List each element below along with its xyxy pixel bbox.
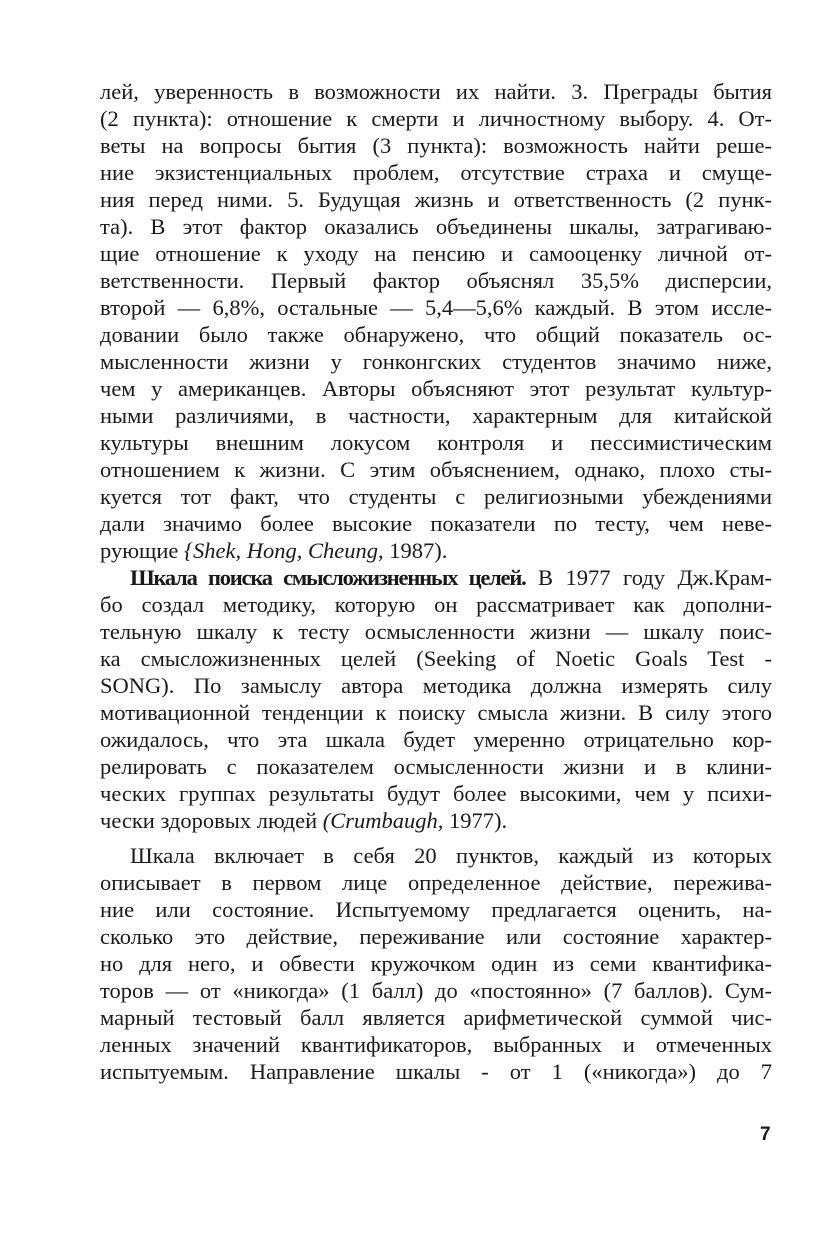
- paragraph-3: [100, 842, 772, 1085]
- text-line: та). В этот фактор оказались объединены шкалы, затрагиваю-: [100, 214, 772, 239]
- text-line: культуры внешним локусом контроля и пессимистическим: [100, 430, 772, 455]
- text-line: SONG). По замыслу автора методика должна измерять силу: [100, 673, 772, 698]
- text-line: испытуемым. Направление шкалы - от 1 («никогда») до 7: [100, 1059, 772, 1084]
- text-line: веты на вопросы бытия (3 пункта): возможность найти реше-: [100, 133, 772, 158]
- paragraph-gap: [100, 834, 772, 842]
- text-line: ние или состояние. Испытуемому предлагается оценить, на-: [100, 897, 772, 922]
- text-span: 1977).: [443, 808, 508, 833]
- text-line: отношением к жизни. С этим объяснением, однако, плохо сты-: [100, 457, 772, 482]
- text-span: рующие: [100, 538, 184, 563]
- text-line: бо создал методику, которую он рассматривает как дополни-: [100, 592, 772, 617]
- text-line: торов — от «никогда» (1 балл) до «постоянно» (7 баллов). Сум-: [100, 978, 772, 1003]
- text-line: ожидалось, что эта шкала будет умеренно отрицательно кор-: [100, 727, 772, 752]
- text-line: но для него, и обвести кружочком один из семи квантифика-: [100, 951, 772, 976]
- text-span: 1987).: [383, 538, 448, 563]
- text-line: [100, 537, 772, 564]
- text-span: В 1977 году Дж.Крам-: [525, 565, 772, 590]
- text-line: сколько это действие, переживание или состояние характер-: [100, 924, 772, 949]
- text-line: мотивационной тенденции к поиску смысла жизни. В силу этого: [100, 700, 772, 725]
- text-line: ние экзистенциальных проблем, отсутствие страха и смуще-: [100, 160, 772, 185]
- paragraph-2: [100, 564, 772, 834]
- section-heading: Шкала поиска смысложизненных целей.: [130, 565, 526, 590]
- text-line: ка смысложизненных целей (Seeking of Noetic Goals Test -: [100, 646, 772, 671]
- text-line: ветственности. Первый фактор объяснял 35,5% дисперсии,: [100, 268, 772, 293]
- text-line: ными различиями, в частности, характерным для китайской: [100, 403, 772, 428]
- text-line: ленных значений квантификаторов, выбранных и отмеченных: [100, 1032, 772, 1057]
- text-line: лей, уверенность в возможности их найти. 3. Преграды бытия: [100, 79, 772, 104]
- text-line: тельную шкалу к тесту осмысленности жизни — шкалу поис-: [100, 619, 772, 644]
- paragraph-1: [100, 78, 772, 564]
- page-number: 7: [760, 1124, 771, 1145]
- text-line: (2 пункта): отношение к смерти и личностному выбору. 4. От-: [100, 106, 772, 131]
- text-line: [100, 807, 772, 834]
- text-line: Шкала включает в себя 20 пунктов, каждый из которых: [130, 843, 772, 868]
- text-line: куется тот факт, что студенты с религиозными убеждениями: [100, 484, 772, 509]
- text-line: мысленности жизни у гонконгских студентов значимо ниже,: [100, 349, 772, 374]
- text-line: ния перед ними. 5. Будущая жизнь и ответственность (2 пунк-: [100, 187, 772, 212]
- citation: (Crumbaugh,: [322, 808, 444, 833]
- text-line: довании было также обнаружено, что общий показатель ос-: [100, 322, 772, 347]
- text-line: чем у американцев. Авторы объясняют этот результат культур-: [100, 376, 772, 401]
- text-line: второй — 6,8%, остальные — 5,4—5,6% каждый. В этом иссле-: [100, 295, 772, 320]
- text-line: щие отношение к уходу на пенсию и самооценку личной от-: [100, 241, 772, 266]
- citation: {Shek, Hong, Cheung,: [184, 538, 384, 563]
- text-line: [100, 564, 772, 591]
- text-line: описывает в первом лице определенное действие, пережива-: [100, 870, 772, 895]
- text-line: ческих группах результаты будут более высокими, чем у психи-: [100, 781, 772, 806]
- text-line: дали значимо более высокие показатели по тесту, чем неве-: [100, 511, 772, 536]
- body-text: [100, 78, 772, 1085]
- text-line: марный тестовый балл является арифметической суммой чис-: [100, 1005, 772, 1030]
- text-span: чески здоровых людей: [100, 808, 323, 833]
- text-line: релировать с показателем осмысленности жизни и в клини-: [100, 754, 772, 779]
